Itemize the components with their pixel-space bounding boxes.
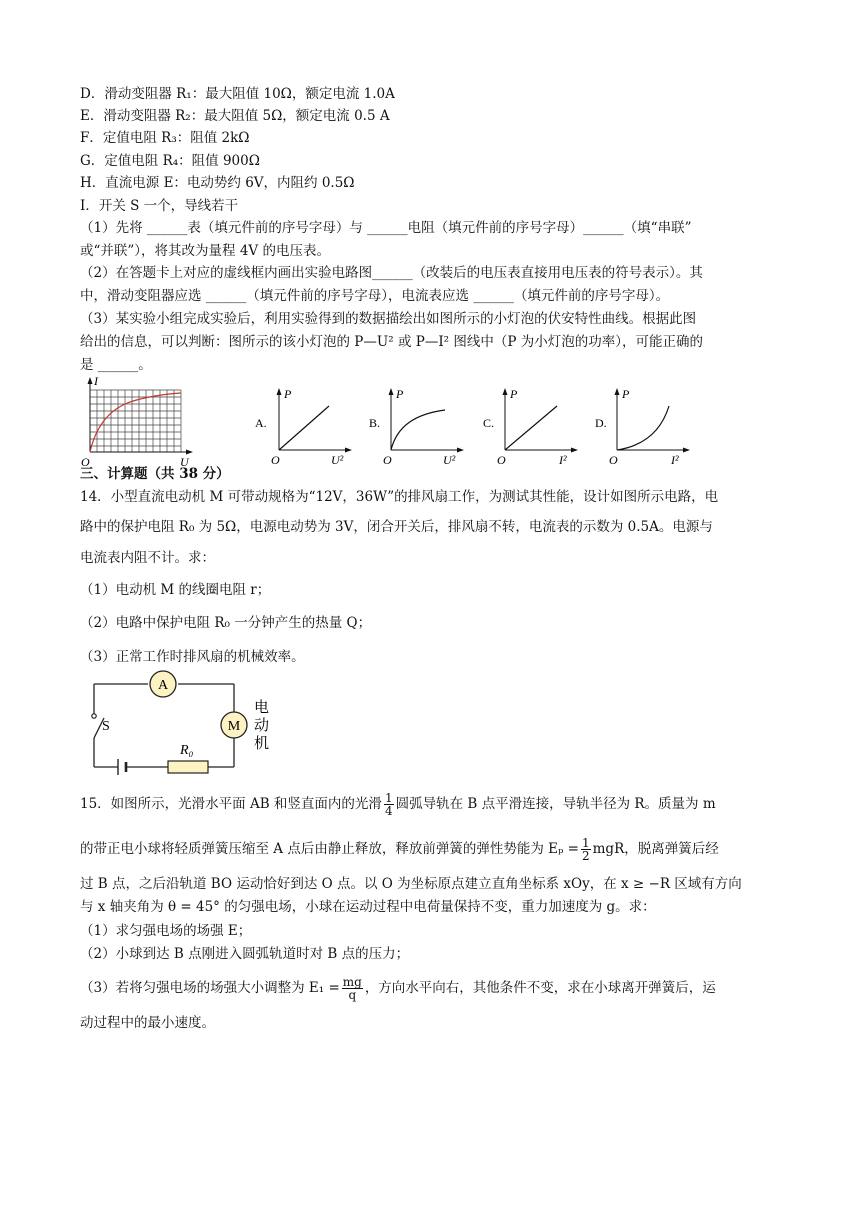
q14-line3: 电流表内阻不计。求： [80, 550, 215, 566]
option-c-origin: O [497, 453, 506, 467]
q13-part1-line2: 或“并联”），将其改为量程 4V 的电压表。 [80, 243, 330, 259]
q14-sub1: （1）电动机 M 的线圈电阻 r； [80, 582, 271, 598]
motor-text-2: 动 [254, 718, 270, 734]
q13-part1-line1: （1）先将 ______表（填元件前的序号字母）与 ______电阻（填元件前的序号字母）______（填“串联” [80, 220, 692, 236]
ammeter-label: A [157, 678, 169, 693]
q15-sub3-b: ，方向水平向右，其他条件不变，求在小球离开弹簧后，运 [364, 980, 716, 996]
option-a-origin: O [271, 453, 280, 467]
option-a-x: U² [331, 453, 344, 467]
motor-label: M [227, 719, 241, 734]
quarter-den: 4 [384, 804, 393, 818]
q13-part2-line2: 中，滑动变阻器应选 ______（填元件前的序号字母），电流表应选 ______（填元件前的序号字母）。 [80, 288, 670, 304]
option-b-letter: B. [369, 416, 381, 430]
iv-y-label: I [94, 374, 98, 388]
option-d-y: P [622, 387, 630, 401]
option-a-letter: A. [255, 416, 267, 430]
option-a-line [279, 406, 329, 450]
item-h: H．直流电源 E：电动势约 6V，内阻约 0.5Ω [80, 175, 355, 191]
quarter-fraction [384, 792, 394, 817]
half-fraction [581, 837, 591, 862]
option-b-graph [367, 384, 467, 468]
option-c-graph [481, 384, 581, 468]
option-d-x: I² [671, 453, 679, 467]
option-d-letter: D. [595, 416, 607, 430]
option-b-x: U² [443, 453, 456, 467]
q15-line1-a: 15．如图所示，光滑水平面 AB 和竖直面内的光滑 [80, 796, 382, 812]
item-d: D．滑动变阻器 R₁：最大阻值 10Ω，额定电流 1.0A [80, 86, 395, 102]
motor-text-1: 电 [254, 700, 270, 716]
option-a-graph [253, 384, 353, 468]
q13-part3-line2: 给出的信息，可以判断：图所示的该小灯泡的 P—U² 或 P—I² 图线中（P 为小灯泡的功率），可能正确的 [80, 334, 703, 350]
item-i: I．开关 S 一个，导线若干 [80, 198, 239, 214]
item-f: F．定值电阻 R₃：阻值 2kΩ [80, 130, 250, 146]
q15-line2-a: 的带正电小球将轻质弹簧压缩至 A 点后由静止释放，释放前弹簧的弹性势能为 Eₚ = [80, 841, 579, 857]
iv-origin-label: O [81, 455, 90, 469]
q14-sub3: （3）正常工作时排风扇的机械效率。 [80, 649, 305, 665]
iv-x-label: U [180, 455, 189, 469]
half-num: 1 [581, 836, 590, 850]
option-c-y: P [510, 387, 518, 401]
option-b-y: P [396, 387, 404, 401]
q15-sub3-a: （3）若将匀强电场的场强大小调整为 E₁ = [80, 980, 340, 996]
option-c-letter: C. [483, 416, 495, 430]
q15-line3: 过 B 点，之后沿轨道 BO 运动恰好到达 O 点。以 O 为坐标原点建立直角坐标系 xOy，在 x ≥ −R 区域有方向 [80, 876, 742, 892]
option-d-graph [593, 384, 693, 468]
quarter-num: 1 [384, 791, 393, 805]
option-b-curve [391, 410, 445, 450]
option-d-origin: O [609, 453, 618, 467]
iv-curve-figure [78, 374, 198, 470]
half-den: 2 [581, 849, 590, 863]
q14-line2: 路中的保护电阻 R₀ 为 5Ω，电源电动势为 3V，闭合开关后，排风扇不转，电流表的示数为 0.5A。电源与 [80, 519, 713, 535]
item-e: E．滑动变阻器 R₂：最大阻值 5Ω，额定电流 0.5 A [80, 108, 390, 124]
q13-part3-line1: （3）某实验小组完成实验后，利用实验得到的数据描绘出如图所示的小灯泡的伏安特性曲线。根据此图 [80, 311, 697, 327]
q13-part3-line3: 是 ______。 [80, 357, 152, 373]
q14-sub2: （2）电路中保护电阻 R₀ 一分钟产生的热量 Q； [80, 615, 372, 631]
q14-line1: 14．小型直流电动机 M 可带动规格为“12V，36W”的排风扇工作，为测试其性能，设计如图所示电路，电 [80, 489, 719, 505]
option-c-x: I² [559, 453, 567, 467]
q13-part2-line1: （2）在答题卡上对应的虚线框内画出实验电路图______（改装后的电压表直接用电压表的符号表示）。其 [80, 265, 703, 281]
q15-sub2: （2）小球到达 B 点刚进入圆弧轨道时对 B 点的压力； [80, 946, 410, 962]
q15-line1-b: 圆弧导轨在 B 点平滑连接，导轨半径为 R。质量为 m [395, 796, 716, 812]
q15-sub3-c: 动过程中的最小速度。 [80, 1015, 215, 1031]
e1-den: q [348, 988, 357, 1002]
q15-sub1: （1）求匀强电场的场强 E； [80, 923, 252, 939]
item-g: G．定值电阻 R₄：阻值 900Ω [80, 153, 260, 169]
e1-num: mg [342, 975, 362, 989]
q15-line2 [80, 837, 719, 862]
option-b-origin: O [383, 453, 392, 467]
motor-circuit [84, 666, 284, 782]
q15-line1 [80, 792, 716, 817]
motor-text-3: 机 [254, 736, 270, 752]
section-title: 三、计算题（共 38 分） [80, 466, 230, 482]
q15-sub3 [80, 976, 716, 1001]
q15-line2-b: mgR，脱离弹簧后经 [592, 841, 719, 857]
e1-fraction [342, 976, 363, 1001]
option-a-y: P [284, 387, 292, 401]
q15-line4: 与 x 轴夹角为 θ = 45° 的匀强电场，小球在运动过程中电荷量保持不变，重力加速度为 g。求： [80, 899, 656, 915]
resistor-label: R₀ [180, 743, 194, 758]
option-c-line [505, 406, 557, 450]
option-d-curve [617, 406, 669, 450]
switch-label: S [102, 719, 110, 734]
